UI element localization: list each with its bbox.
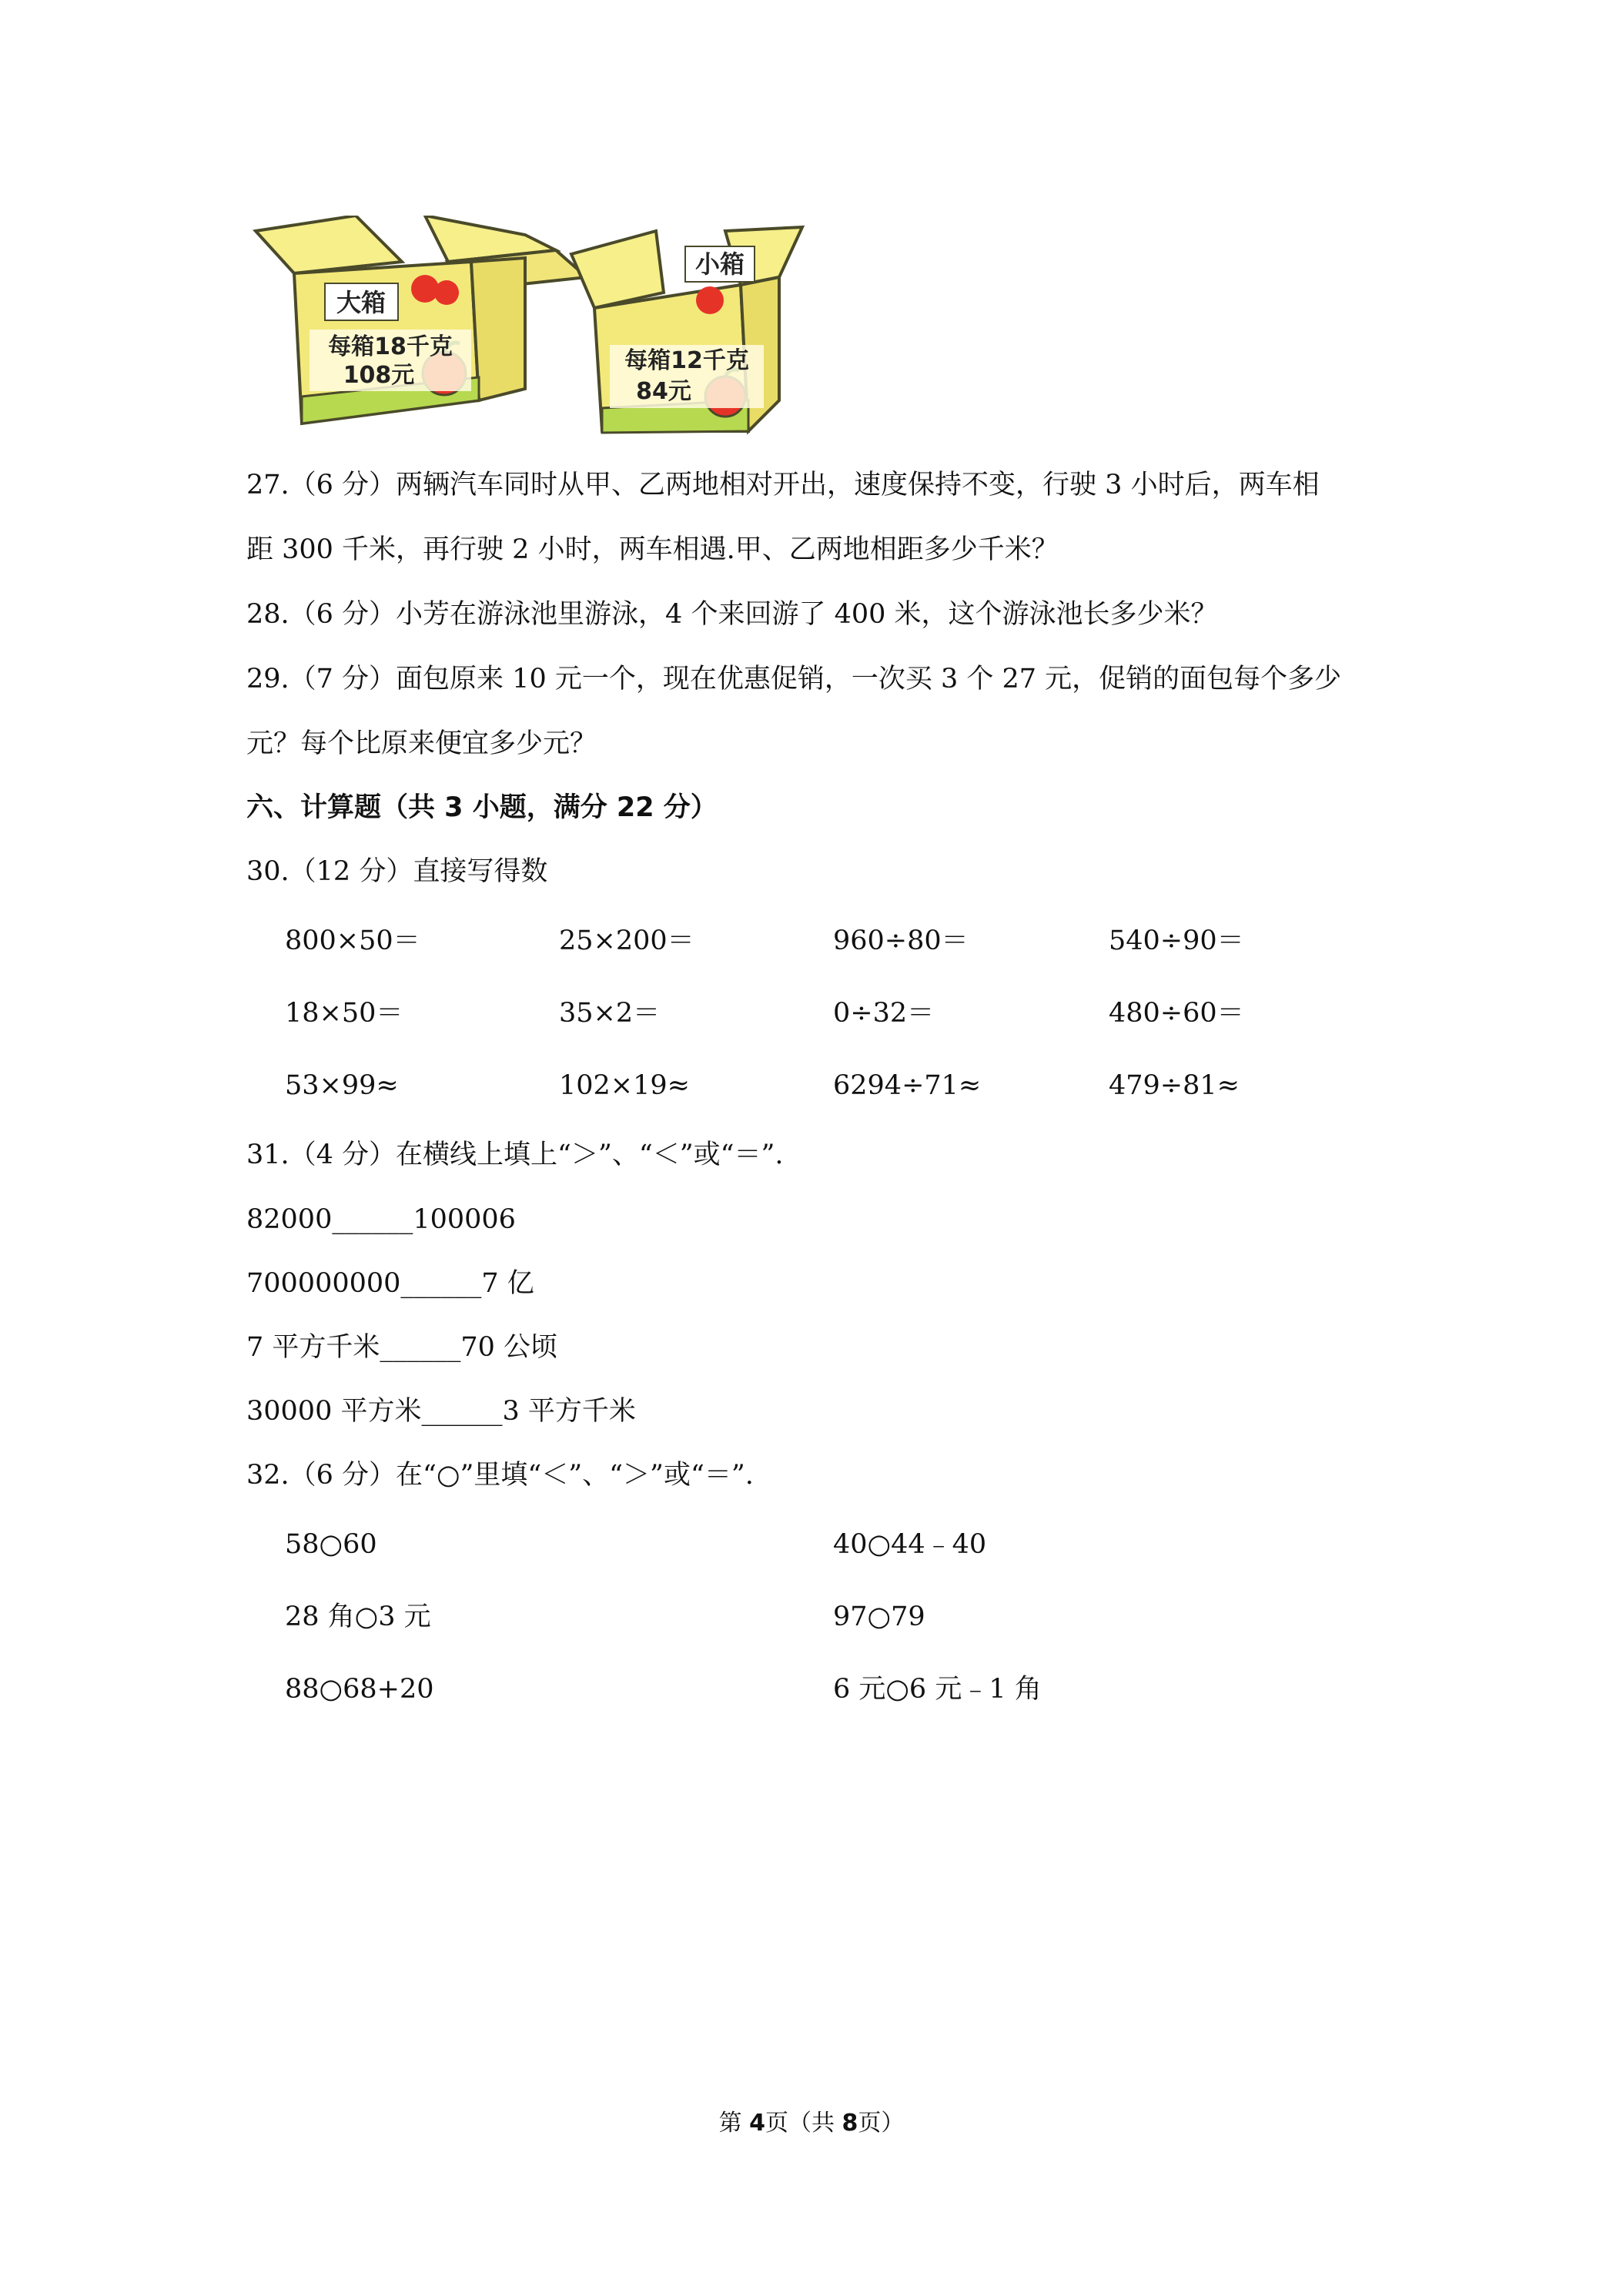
circle-compare-item: 40○44﹣40 (833, 1529, 987, 1560)
question-27-line-2: 距 300 千米，再行驶 2 小时，两车相遇.甲、乙两地相距多少千米？ (246, 534, 1059, 565)
calc-item: 479÷81≈ (1109, 1070, 1240, 1101)
question-29-line-1: 29.（7 分）面包原来 10 元一个，现在优惠促销，一次买 3 个 27 元，促销的面包每个多少 (246, 664, 1342, 694)
compare-item: 700000000______7 亿 (246, 1268, 534, 1299)
small-box (571, 227, 802, 433)
circle-compare-item: 6 元○6 元﹣1 角 (833, 1674, 1042, 1705)
small-box-label: 小箱 (694, 249, 745, 279)
big-box (256, 216, 587, 423)
page-footer (0, 2108, 1623, 2139)
calc-item: 0÷32＝ (833, 998, 935, 1029)
footer-prefix: 第 (718, 2110, 750, 2137)
question-31-stem: 31.（4 分）在横线上填上“＞”、“＜”或“＝”. (246, 1140, 784, 1170)
footer-page-number: 4 (749, 2110, 765, 2137)
circle-compare-item: 58○60 (285, 1529, 377, 1560)
question-32-stem: 32.（6 分）在“○”里填“＜”、“＞”或“＝”. (246, 1460, 754, 1491)
calc-item: 480÷60＝ (1109, 998, 1244, 1029)
small-box-price: 84元 (636, 378, 691, 405)
question-27-line-1: 27.（6 分）两辆汽车同时从甲、乙两地相对开出，速度保持不变，行驶 3 小时后，两车相 (246, 470, 1320, 500)
calc-item: 800×50＝ (285, 925, 420, 956)
question-30-stem: 30.（12 分）直接写得数 (246, 856, 548, 887)
circle-compare-item: 97○79 (833, 1602, 925, 1632)
calc-item: 960÷80＝ (833, 925, 969, 956)
calc-item: 53×99≈ (285, 1070, 399, 1101)
question-29-line-2: 元？每个比原来便宜多少元？ (246, 728, 597, 759)
calc-item: 35×2＝ (559, 998, 661, 1029)
compare-item: 30000 平方米______3 平方千米 (246, 1396, 636, 1427)
calc-item: 6294÷71≈ (833, 1070, 982, 1101)
big-box-label: 大箱 (336, 288, 387, 317)
footer-suffix: 页） (858, 2110, 905, 2137)
calc-item: 25×200＝ (559, 925, 694, 956)
compare-item: 7 平方千米______70 公顷 (246, 1332, 558, 1363)
compare-item: 82000______100006 (246, 1204, 516, 1235)
footer-total-pages: 8 (842, 2110, 858, 2137)
footer-middle: 页（共 (765, 2110, 842, 2137)
circle-compare-item: 28 角○3 元 (285, 1602, 431, 1632)
apple-boxes-illustration (248, 216, 864, 439)
big-box-price: 108元 (343, 362, 415, 389)
big-box-weight: 每箱18千克 (328, 333, 453, 360)
section-6-heading: 六、计算题（共 3 小题，满分 22 分） (246, 792, 718, 823)
calc-item: 540÷90＝ (1109, 925, 1244, 956)
question-28: 28.（6 分）小芳在游泳池里游泳，4 个来回游了 400 米，这个游泳池长多少米？ (246, 599, 1218, 630)
calc-item: 18×50＝ (285, 998, 403, 1029)
calc-item: 102×19≈ (559, 1070, 690, 1101)
small-box-weight: 每箱12千克 (624, 347, 749, 374)
circle-compare-item: 88○68+20 (285, 1674, 434, 1705)
